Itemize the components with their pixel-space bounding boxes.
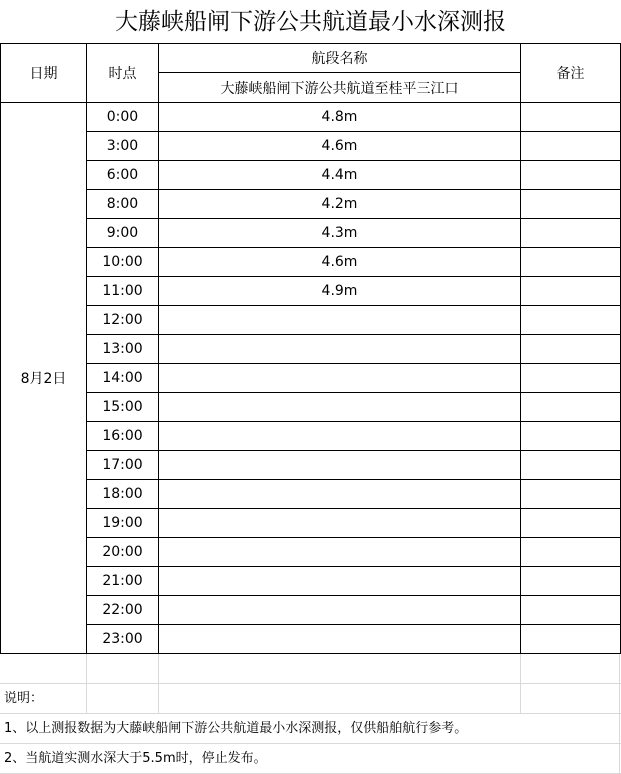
table-row xyxy=(1,190,621,219)
table-row xyxy=(1,422,621,451)
time-header: 时点 xyxy=(87,44,159,103)
remark-cell xyxy=(521,161,621,190)
depth-cell xyxy=(159,596,521,625)
remark-cell xyxy=(521,393,621,422)
time-cell: 18:00 xyxy=(87,480,159,509)
note-item: 1、以上测报数据为大藤峡船闸下游公共航道最小水深测报，仅供船舶航行参考。 xyxy=(4,721,468,736)
depth-cell xyxy=(159,335,521,364)
table-row xyxy=(1,596,621,625)
table-row xyxy=(1,509,621,538)
time-cell: 11:00 xyxy=(87,277,159,306)
table-row xyxy=(1,248,621,277)
remark-cell xyxy=(521,132,621,161)
note-item: 2、当航道实测水深大于5.5m时，停止发布。 xyxy=(4,751,267,766)
remark-cell xyxy=(521,538,621,567)
time-cell: 15:00 xyxy=(87,393,159,422)
time-cell: 20:00 xyxy=(87,538,159,567)
depth-cell xyxy=(159,567,521,596)
table-row xyxy=(1,103,621,132)
date-cell: 8月2日 xyxy=(1,103,87,654)
remark-cell xyxy=(521,596,621,625)
time-cell: 16:00 xyxy=(87,422,159,451)
depth-cell: 4.6m xyxy=(159,132,521,161)
depth-cell: 4.2m xyxy=(159,190,521,219)
time-cell: 17:00 xyxy=(87,451,159,480)
depth-cell xyxy=(159,625,521,654)
table-row xyxy=(1,364,621,393)
table-row xyxy=(1,335,621,364)
notes-area xyxy=(0,654,621,774)
remark-cell xyxy=(521,277,621,306)
remark-cell xyxy=(521,190,621,219)
table-row xyxy=(1,480,621,509)
remark-cell xyxy=(521,480,621,509)
depth-cell xyxy=(159,538,521,567)
table-row xyxy=(1,219,621,248)
remark-cell xyxy=(521,219,621,248)
note-row xyxy=(0,744,621,774)
remark-cell xyxy=(521,625,621,654)
time-cell: 6:00 xyxy=(87,161,159,190)
header-row xyxy=(1,44,621,73)
depth-cell xyxy=(159,451,521,480)
time-cell: 13:00 xyxy=(87,335,159,364)
note-row xyxy=(0,714,621,744)
table-row xyxy=(1,451,621,480)
depth-cell xyxy=(159,306,521,335)
depth-cell xyxy=(159,509,521,538)
table-row xyxy=(1,277,621,306)
table-row xyxy=(1,538,621,567)
remark-cell xyxy=(521,567,621,596)
time-cell: 10:00 xyxy=(87,248,159,277)
depth-cell: 4.6m xyxy=(159,248,521,277)
depth-cell xyxy=(159,422,521,451)
depth-cell: 4.8m xyxy=(159,103,521,132)
depth-cell xyxy=(159,480,521,509)
depth-cell: 4.4m xyxy=(159,161,521,190)
remark-cell xyxy=(521,509,621,538)
remark-cell xyxy=(521,364,621,393)
depth-cell: 4.3m xyxy=(159,219,521,248)
table-row xyxy=(1,132,621,161)
segment-header: 航段名称 xyxy=(159,44,521,73)
remark-header: 备注 xyxy=(521,44,621,103)
remark-cell xyxy=(521,335,621,364)
depth-cell xyxy=(159,393,521,422)
blank-row xyxy=(0,654,621,684)
table-row xyxy=(1,306,621,335)
date-header: 日期 xyxy=(1,44,87,103)
time-cell: 21:00 xyxy=(87,567,159,596)
remark-cell xyxy=(521,248,621,277)
remark-cell xyxy=(521,103,621,132)
depth-cell xyxy=(159,364,521,393)
table-row xyxy=(1,393,621,422)
time-cell: 14:00 xyxy=(87,364,159,393)
segment-name: 大藤峡船闸下游公共航道至桂平三江口 xyxy=(159,73,521,103)
time-cell: 9:00 xyxy=(87,219,159,248)
time-cell: 23:00 xyxy=(87,625,159,654)
remark-cell xyxy=(521,422,621,451)
depth-table xyxy=(0,43,621,654)
time-cell: 22:00 xyxy=(87,596,159,625)
report-title: 大藤峡船闸下游公共航道最小水深测报 xyxy=(115,9,506,35)
remark-cell xyxy=(521,451,621,480)
depth-table-body xyxy=(1,44,621,654)
depth-cell: 4.9m xyxy=(159,277,521,306)
table-row xyxy=(1,625,621,654)
remark-cell xyxy=(521,306,621,335)
table-row xyxy=(1,567,621,596)
time-cell: 19:00 xyxy=(87,509,159,538)
table-row xyxy=(1,161,621,190)
notes-label-row xyxy=(0,684,621,714)
notes-label: 说明： xyxy=(4,691,44,706)
time-cell: 0:00 xyxy=(87,103,159,132)
time-cell: 8:00 xyxy=(87,190,159,219)
time-cell: 3:00 xyxy=(87,132,159,161)
time-cell: 12:00 xyxy=(87,306,159,335)
